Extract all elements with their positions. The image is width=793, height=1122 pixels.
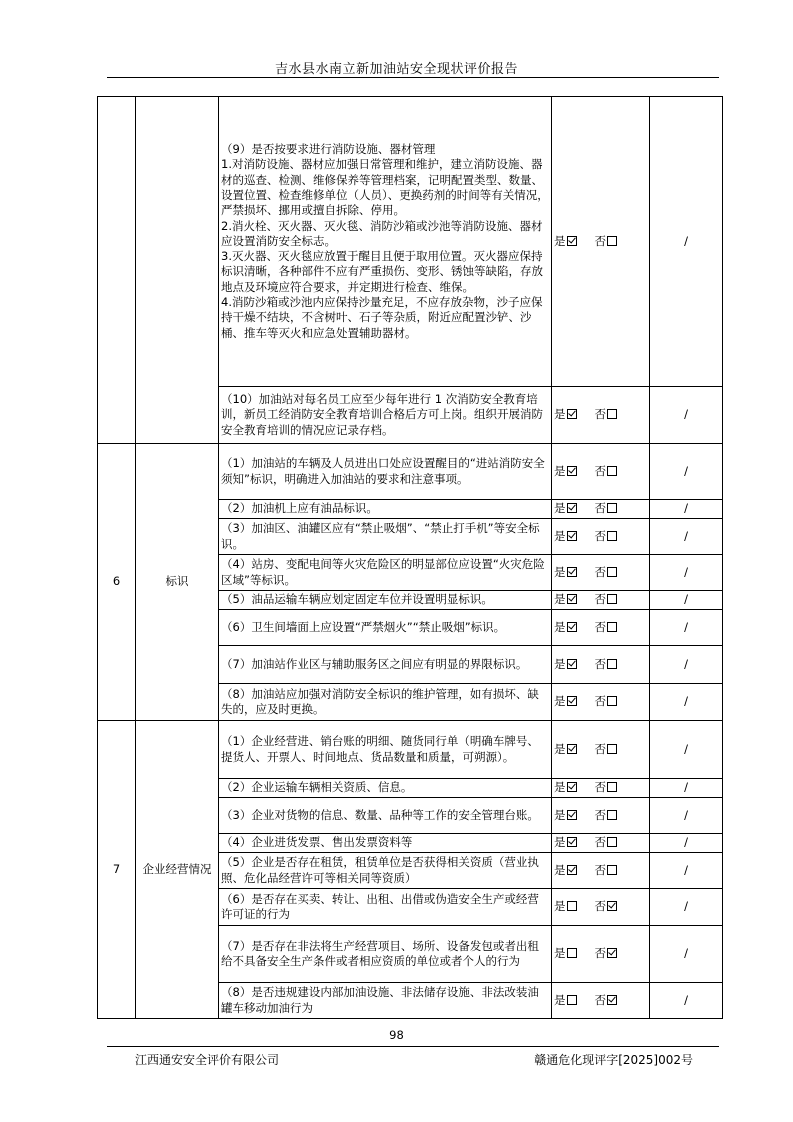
- check-item-content: [219, 889, 552, 926]
- check-item-text: 3.灭火器、灭火毯应放置于醒目且便于取用位置。灭火器应保持标识清晰，各种部件不应有严重损伤、变形、锈蚀等缺陷，存放地点及环境应符合要求，并定期进行检查、维保。: [221, 249, 543, 294]
- check-item-text: （3）加油区、油罐区应有“禁止吸烟”、“禁止打手机”等安全标识。: [221, 521, 540, 551]
- answer-cell: [552, 798, 650, 834]
- answer-cell: [552, 387, 650, 444]
- check-item-content: [219, 97, 552, 387]
- answer-yes: [554, 694, 577, 709]
- no-label: 否: [594, 564, 606, 579]
- answer-yes: [554, 234, 577, 249]
- answer-no: [595, 565, 618, 580]
- remark-cell: /: [650, 555, 723, 591]
- checkbox-icon: [607, 810, 617, 820]
- answer-no: [595, 742, 618, 757]
- header-divider: [107, 77, 719, 78]
- remark-cell: /: [650, 500, 723, 519]
- check-item-content: [219, 779, 552, 798]
- answer-no: [595, 501, 618, 516]
- checked-box-icon: [567, 696, 577, 706]
- checkbox-icon: [607, 466, 617, 476]
- checked-box-icon: [567, 659, 577, 669]
- answer-no: [595, 835, 618, 850]
- check-item-text: （3）企业对货物的信息、数量、品种等工作的安全管理台账。: [221, 807, 539, 822]
- yes-label: 是: [554, 233, 566, 248]
- checklist-body: [98, 97, 723, 1019]
- answer-cell: [552, 721, 650, 779]
- check-item-content: [219, 721, 552, 779]
- answer-cell: [552, 779, 650, 798]
- answer-yes: [554, 808, 577, 823]
- checkbox-icon: [607, 622, 617, 632]
- answer-yes: [554, 407, 577, 422]
- answer-cell: [552, 853, 650, 889]
- checkbox-icon: [607, 409, 617, 419]
- answer-cell: [552, 834, 650, 853]
- check-item-text: （4）企业进货发票、售出发票资料等: [221, 835, 413, 850]
- check-item-text: （4）站房、变配电间等火灾危险区的明显部位应设置“火灾危险区域”等标识。: [221, 557, 545, 587]
- no-label: 否: [594, 946, 606, 961]
- yes-label: 是: [554, 407, 566, 422]
- answer-yes: [554, 529, 577, 544]
- checked-box-icon: [607, 948, 617, 958]
- checkbox-icon: [607, 782, 617, 792]
- answer-yes: [554, 592, 577, 607]
- remark-cell: /: [650, 387, 723, 444]
- checked-box-icon: [567, 531, 577, 541]
- answer-no: [595, 592, 618, 607]
- no-label: 否: [594, 694, 606, 709]
- check-item-text: （8）加油站应加强对消防安全标识的维护管理，如有损坏、缺失的，应及时更换。: [221, 686, 539, 716]
- answer-no: [595, 464, 618, 479]
- answer-yes: [554, 565, 577, 580]
- no-label: 否: [594, 807, 606, 822]
- footer-doc-number: 赣通危化现评字[2025]002号: [534, 1053, 693, 1067]
- check-item-content: [219, 983, 552, 1019]
- check-item-text: 2.消火栓、灭火器、灭火毯、消防沙箱或沙池等消防设施、器材应设置消防安全标志。: [221, 218, 543, 248]
- yes-label: 是: [554, 741, 566, 756]
- remark-cell: /: [650, 926, 723, 983]
- checked-box-icon: [567, 466, 577, 476]
- answer-yes: [554, 657, 577, 672]
- check-item-text: （5）油品运输车辆应划定固定车位并设置明显标识。: [221, 592, 493, 607]
- checked-box-icon: [607, 901, 617, 911]
- check-item-content: [219, 555, 552, 591]
- remark-cell: /: [650, 779, 723, 798]
- answer-yes: [554, 993, 577, 1008]
- check-item-text: 4.消防沙箱或沙池内应保持沙量充足，不应存放杂物，沙子应保持干燥不结块，不含树叶、石子等杂质，附近应配置沙铲、沙桶、推车等灭火和应急处置辅助器材。: [221, 295, 543, 340]
- page-header-title: 吉水县水南立新加油站安全现状评价报告: [274, 62, 518, 77]
- section-number: 6: [98, 444, 136, 721]
- check-item-text: （8）是否违规建设内部加油设施、非法储存设施、非法改装油罐车移动加油行为: [221, 985, 539, 1015]
- remark-cell: /: [650, 983, 723, 1019]
- answer-yes: [554, 780, 577, 795]
- answer-no: [595, 407, 618, 422]
- no-label: 否: [594, 528, 606, 543]
- remark-cell: /: [650, 721, 723, 779]
- answer-no: [595, 946, 618, 961]
- remark-cell: /: [650, 834, 723, 853]
- check-item-content: [219, 444, 552, 500]
- answer-cell: [552, 610, 650, 646]
- check-item-text: （2）加油机上应有油品标识。: [221, 501, 378, 516]
- answer-no: [595, 808, 618, 823]
- checklist-table: [97, 96, 723, 1019]
- check-item-content: [219, 853, 552, 889]
- no-label: 否: [594, 992, 606, 1007]
- yes-label: 是: [554, 528, 566, 543]
- check-item-text: （1）企业经营进、销台账的明细、随货同行单（明确车牌号、提货人、开票人、时间地点、货品数量和质量，可朔源）。: [221, 734, 539, 764]
- answer-no: [595, 899, 618, 914]
- yes-label: 是: [554, 862, 566, 877]
- check-item-text: 1.对消防设施、器材应加强日常管理和维护，建立消防设施、器材的巡查、检测、维修保养等管理档案，记明配置类型、数量、设置位置、检查维修单位（人员）、更换药剂的时间等有关情况，严禁损坏、挪用或擅自拆除、停用。: [221, 157, 549, 218]
- remark-cell: /: [650, 684, 723, 721]
- yes-label: 是: [554, 780, 566, 795]
- check-item-content: [219, 684, 552, 721]
- remark-cell: /: [650, 591, 723, 610]
- no-label: 否: [594, 780, 606, 795]
- check-item-content: [219, 387, 552, 444]
- check-item-text: （9）是否按要求进行消防设施、器材管理: [221, 142, 436, 157]
- check-item-content: [219, 798, 552, 834]
- answer-no: [595, 780, 618, 795]
- section-category: [136, 97, 219, 444]
- checkbox-icon: [567, 948, 577, 958]
- answer-yes: [554, 835, 577, 850]
- answer-no: [595, 657, 618, 672]
- section-number: [98, 97, 136, 444]
- yes-label: 是: [554, 807, 566, 822]
- answer-cell: [552, 684, 650, 721]
- no-label: 否: [594, 656, 606, 671]
- no-label: 否: [594, 835, 606, 850]
- check-item-content: [219, 591, 552, 610]
- check-item-text: （7）是否存在非法将生产经营项目、场所、设备发包或者出租给不具备安全生产条件或者相应资质的单位或者个人的行为: [221, 938, 539, 968]
- check-item-text: （7）加油站作业区与辅助服务区之间应有明显的界限标识。: [221, 656, 528, 671]
- checked-box-icon: [567, 594, 577, 604]
- checkbox-icon: [607, 865, 617, 875]
- checkbox-icon: [607, 837, 617, 847]
- check-item-content: [219, 926, 552, 983]
- yes-label: 是: [554, 501, 566, 516]
- section-category: 企业经营情况: [136, 721, 219, 1019]
- remark-cell: /: [650, 646, 723, 684]
- checked-box-icon: [567, 865, 577, 875]
- no-label: 否: [594, 407, 606, 422]
- remark-cell: /: [650, 889, 723, 926]
- answer-yes: [554, 464, 577, 479]
- checkbox-icon: [607, 696, 617, 706]
- answer-cell: [552, 926, 650, 983]
- remark-cell: /: [650, 798, 723, 834]
- checkbox-icon: [607, 659, 617, 669]
- remark-cell: /: [650, 519, 723, 555]
- checkbox-icon: [607, 531, 617, 541]
- check-item-content: [219, 519, 552, 555]
- section-number: 7: [98, 721, 136, 1019]
- remark-cell: /: [650, 853, 723, 889]
- answer-no: [595, 993, 618, 1008]
- answer-no: [595, 694, 618, 709]
- answer-no: [595, 620, 618, 635]
- check-item-text: （5）企业是否存在租赁，租赁单位是否获得相关资质（营业执照、危化品经营许可等相关同等资质）: [221, 855, 539, 885]
- yes-label: 是: [554, 946, 566, 961]
- footer-company: 江西通安安全评价有限公司: [135, 1053, 280, 1067]
- answer-cell: [552, 983, 650, 1019]
- checked-box-icon: [567, 837, 577, 847]
- checked-box-icon: [567, 810, 577, 820]
- check-item-content: [219, 646, 552, 684]
- check-item-text: （1）加油站的车辆及人员进出口处应设置醒目的“进站消防安全须知”标识，明确进入加油站的要求和注意事项。: [221, 456, 545, 486]
- yes-label: 是: [554, 564, 566, 579]
- answer-no: [595, 863, 618, 878]
- yes-label: 是: [554, 835, 566, 850]
- yes-label: 是: [554, 619, 566, 634]
- checkbox-icon: [607, 594, 617, 604]
- table-row: [98, 97, 723, 387]
- yes-label: 是: [554, 656, 566, 671]
- check-item-content: [219, 610, 552, 646]
- yes-label: 是: [554, 899, 566, 914]
- section-category: 标识: [136, 444, 219, 721]
- page-number: 98: [389, 1028, 404, 1042]
- footer-divider: [107, 1046, 719, 1047]
- no-label: 否: [594, 463, 606, 478]
- no-label: 否: [594, 862, 606, 877]
- checked-box-icon: [567, 567, 577, 577]
- no-label: 否: [594, 619, 606, 634]
- answer-cell: [552, 97, 650, 387]
- check-item-text: （2）企业运输车辆相关资质、信息。: [221, 780, 413, 795]
- answer-cell: [552, 500, 650, 519]
- remark-cell: /: [650, 97, 723, 387]
- checked-box-icon: [567, 782, 577, 792]
- answer-cell: [552, 555, 650, 591]
- answer-yes: [554, 946, 577, 961]
- checkbox-icon: [607, 567, 617, 577]
- checked-box-icon: [567, 409, 577, 419]
- check-item-content: [219, 500, 552, 519]
- checkbox-icon: [567, 901, 577, 911]
- answer-yes: [554, 899, 577, 914]
- answer-cell: [552, 444, 650, 500]
- checked-box-icon: [567, 503, 577, 513]
- answer-cell: [552, 591, 650, 610]
- answer-no: [595, 529, 618, 544]
- table-row: [98, 444, 723, 500]
- yes-label: 是: [554, 463, 566, 478]
- check-item-text: （6）卫生间墙面上应设置“严禁烟火”“禁止吸烟”标识。: [221, 619, 506, 634]
- checkbox-icon: [607, 744, 617, 754]
- checkbox-icon: [567, 995, 577, 1005]
- answer-cell: [552, 646, 650, 684]
- check-item-content: [219, 834, 552, 853]
- no-label: 否: [594, 741, 606, 756]
- checkbox-icon: [607, 503, 617, 513]
- checkbox-icon: [607, 236, 617, 246]
- yes-label: 是: [554, 592, 566, 607]
- yes-label: 是: [554, 694, 566, 709]
- remark-cell: /: [650, 610, 723, 646]
- answer-no: [595, 234, 618, 249]
- no-label: 否: [594, 899, 606, 914]
- no-label: 否: [594, 592, 606, 607]
- answer-cell: [552, 519, 650, 555]
- check-item-text: （6）是否存在买卖、转让、出租、出借或伪造安全生产或经营许可证的行为: [221, 891, 539, 921]
- answer-yes: [554, 501, 577, 516]
- checked-box-icon: [567, 236, 577, 246]
- answer-yes: [554, 863, 577, 878]
- checked-box-icon: [607, 995, 617, 1005]
- table-row: [98, 721, 723, 779]
- answer-cell: [552, 889, 650, 926]
- no-label: 否: [594, 233, 606, 248]
- checked-box-icon: [567, 744, 577, 754]
- check-item-text: （10）加油站对每名员工应至少每年进行 1 次消防安全教育培训，新员工经消防安全教育培训合格后方可上岗。组织开展消防安全教育培训的情况应记录存档。: [221, 392, 543, 437]
- checked-box-icon: [567, 622, 577, 632]
- no-label: 否: [594, 501, 606, 516]
- answer-yes: [554, 620, 577, 635]
- remark-cell: /: [650, 444, 723, 500]
- answer-yes: [554, 742, 577, 757]
- yes-label: 是: [554, 992, 566, 1007]
